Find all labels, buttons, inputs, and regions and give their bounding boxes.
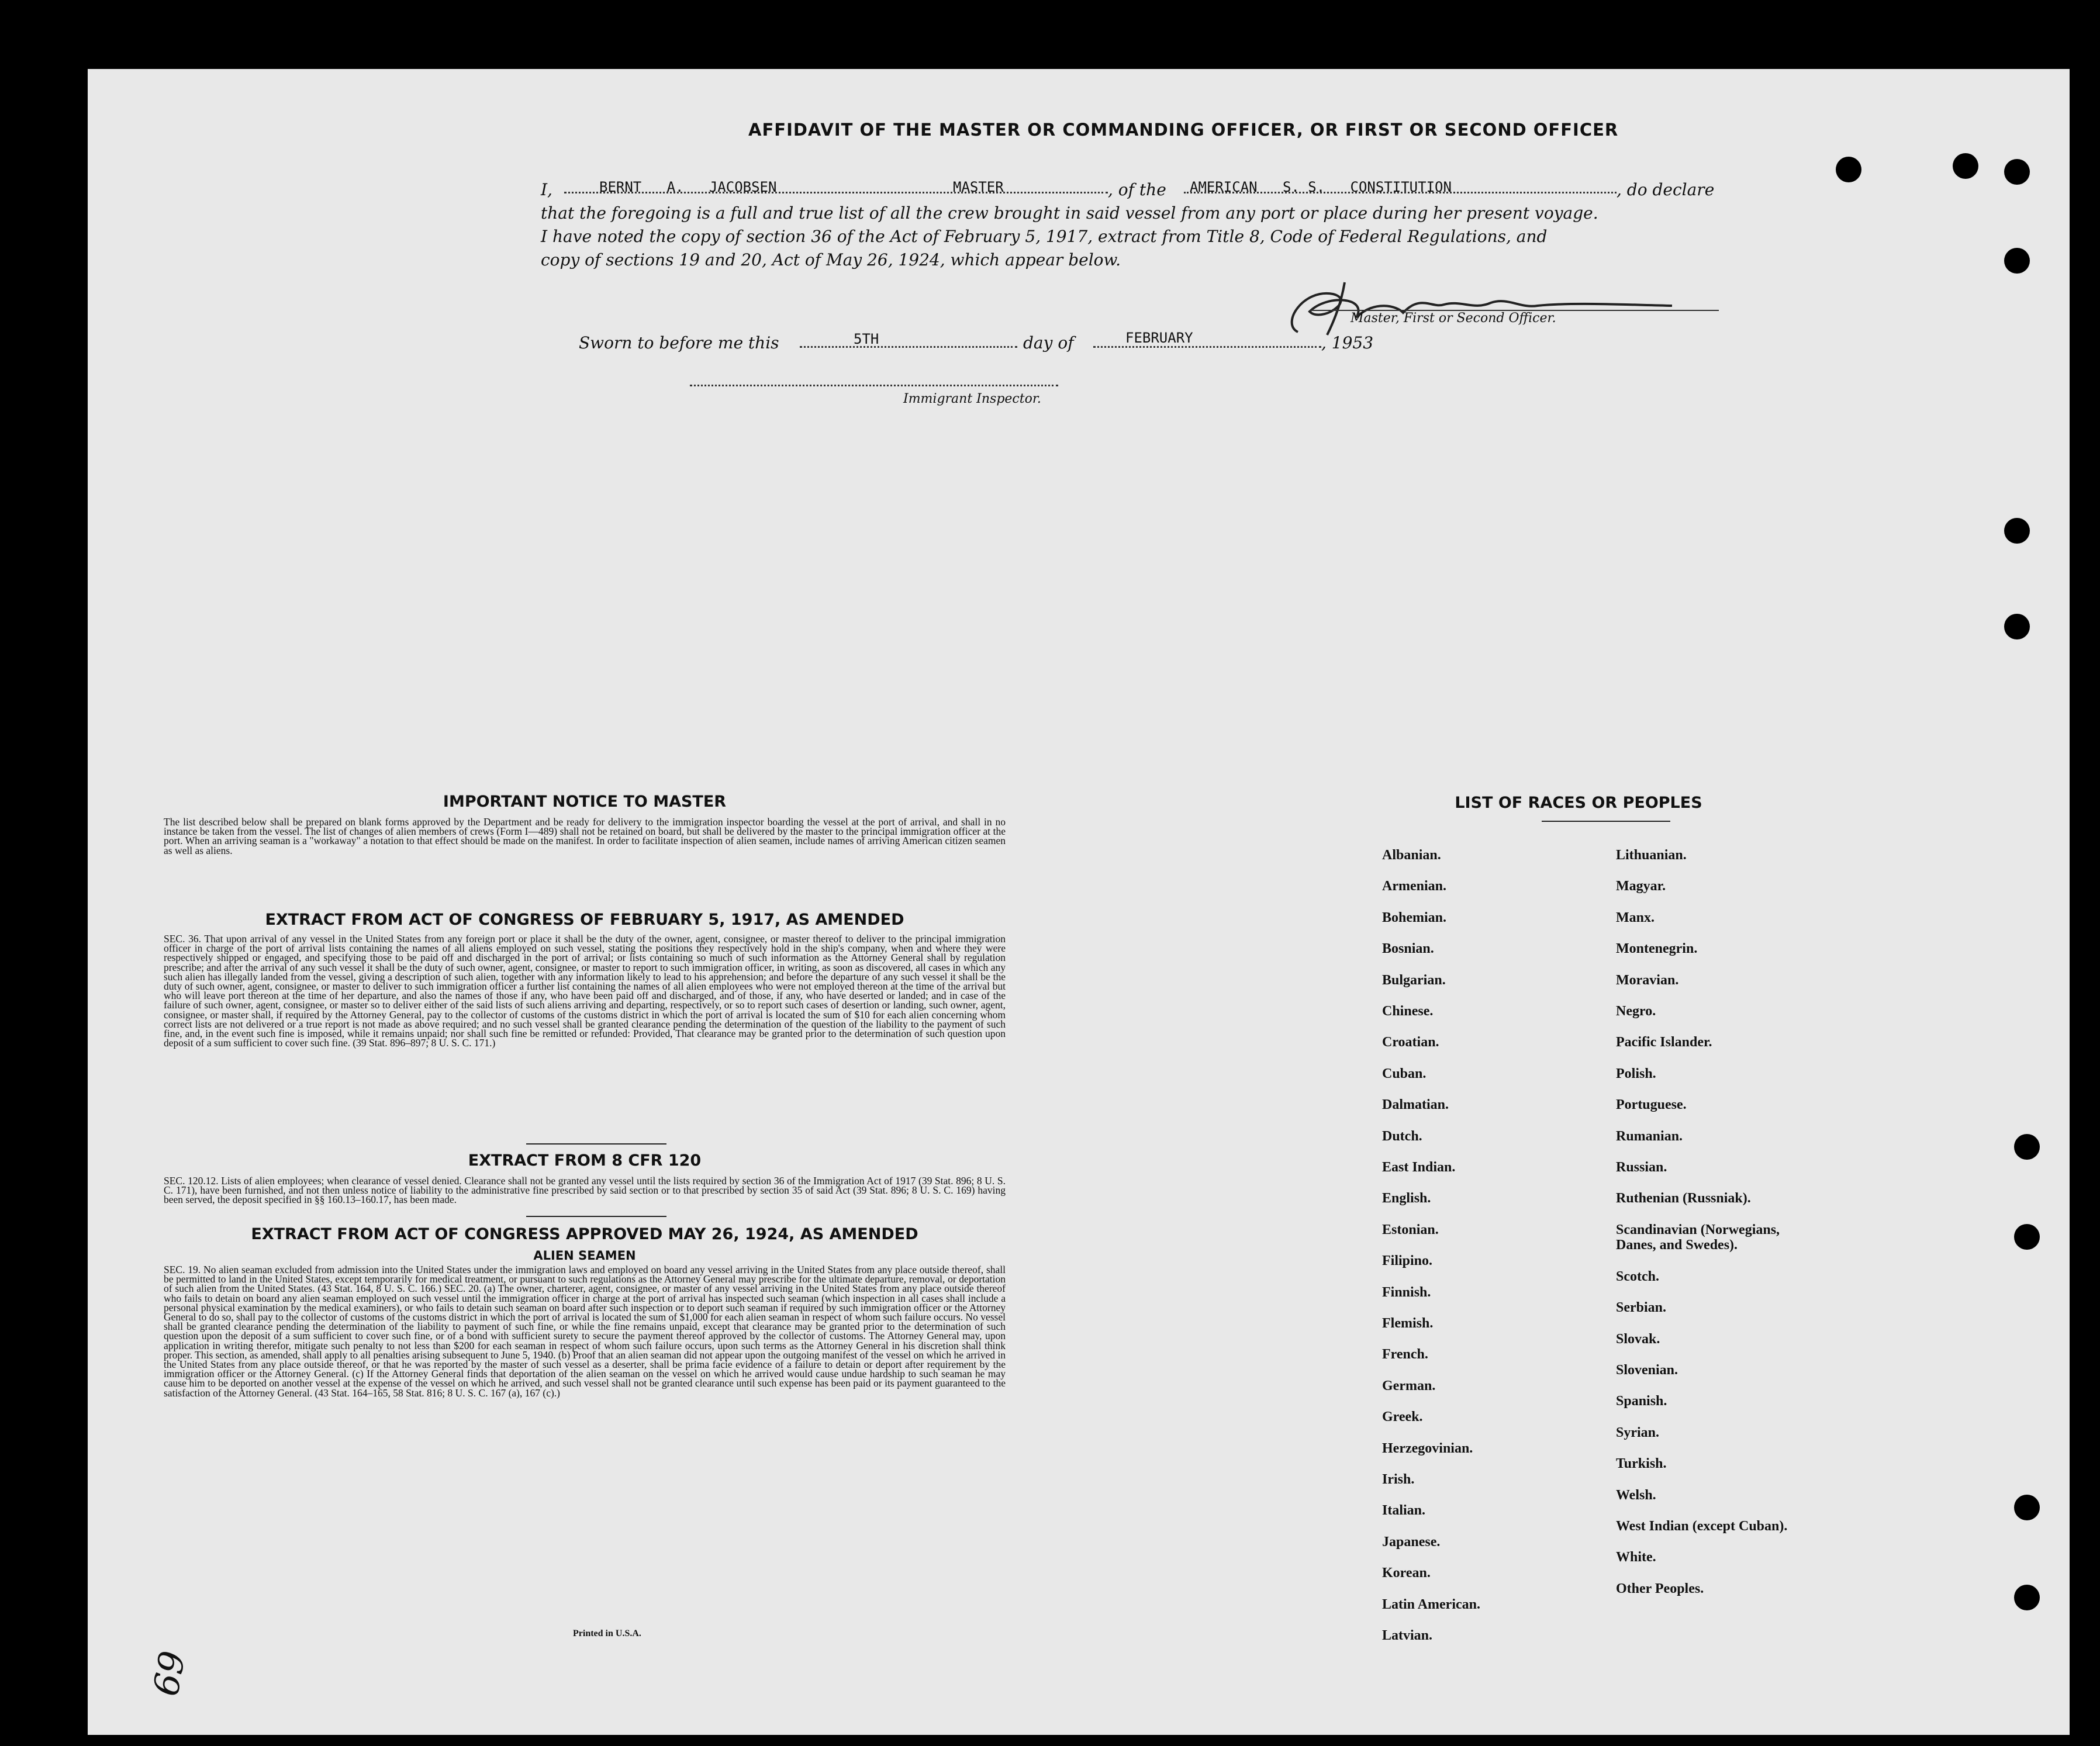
affidavit-i: I,: [541, 180, 552, 199]
race-item: Latin American.: [1382, 1596, 1480, 1612]
section-divider: [526, 1143, 666, 1145]
race-item: Bosnian.: [1382, 941, 1434, 957]
race-item: Korean.: [1382, 1565, 1431, 1581]
punch-hole: [2014, 1224, 2040, 1250]
extract-1924-text: SEC. 19. No alien seaman excluded from admission into the United States under the immigration laws and employed on board any vessel arriving in the United States from any place outside thereof, shall be permitted to land in the United States, except temporarily for medical treatment, or pursuant to such regulations as the Attorney General may prescribe for the ultimate departure, removal, or deportation of such alien from the United States. (43 Stat. 164, 8 U. S. C. 166.) SEC. 20. (a) The owner, charterer, agent, consignee, or master of any vessel arriving in the United States from any place outside thereof who fails to detain on board any alien seaman employed on such vessel until the immigration officer in charge at the port of arrival has inspected such seaman (which inspection in all cases shall include a personal physical examination by the medical examiners), or who fails to detain such seaman on board after such inspection or to deport such seaman if required by such immigration officer or the Attorney General to do so, shall pay to the collector of customs of the customs district in which the port of arrival is located the sum of $1,000 for each alien seaman in respect of whom such failure occurs. No vessel shall be granted clearance pending the determination of the liability to payment of such fine, or while the fine remains unpaid, except that clearance may be granted prior to the determination of such question upon the deposit of a sum sufficient to cover such fine, or of a bond with sufficient surety to secure the payment thereof approved by the collector of customs. The Attorney General may, upon application in writing therefor, mitigate such penalty to not less than $200 for each seaman in respect of whom such failure occurs, upon such terms as the Attorney General in his discretion shall think proper. This section, as amended, shall apply to all penalties arising subsequent to June 5, 1940. (b) Proof that an alien seaman did not appear upon the outgoing manifest of the vessel on which he arrived in the United States from any place outside thereof, or that he was reported by the master of such vessel as a deserter, shall be prima facie evidence of a failure to detain or deport after requirement by the immigration officer or the Attorney General. (c) If the Attorney General finds that deportation of the alien seaman on the vessel on which he arrived would cause undue hardship to such seaman he may cause him to be deported on another vessel at the expense of the vessel on which he arrived, and such vessel shall not be granted clearance until such expense has been paid or its payment guaranteed to the satisfaction of the Attorney General. (43 Stat. 164–165, 58 Stat. 816; 8 U. S. C. 167 (a), 167 (c).): [164, 1264, 1006, 1399]
races-title-rule: [1542, 821, 1670, 822]
extract-1924-subtitle: ALIEN SEAMEN: [533, 1249, 636, 1263]
race-item: Spanish.: [1616, 1394, 1667, 1409]
race-item: Flemish.: [1382, 1316, 1434, 1331]
master-signature: [1269, 276, 1678, 341]
notice-title: IMPORTANT NOTICE TO MASTER: [443, 793, 727, 811]
sworn-text: Sworn to before me this: [579, 333, 779, 352]
race-item: Serbian.: [1616, 1300, 1667, 1316]
race-item: Dutch.: [1382, 1128, 1422, 1144]
vessel-name: AMERICAN S. S. CONSTITUTION: [1190, 179, 1452, 195]
affidavit-of-the: , of the: [1108, 180, 1166, 199]
race-item: Lithuanian.: [1616, 848, 1687, 863]
printed-in-usa: Printed in U.S.A.: [573, 1629, 641, 1638]
sworn-year: , 1953: [1321, 333, 1374, 352]
race-item: Slovak.: [1616, 1331, 1660, 1347]
race-item: Armenian.: [1382, 879, 1446, 894]
affidavit-line-2: that the foregoing is a full and true list of all the crew brought in said vessel from any port or place during her present voyage.: [541, 203, 1598, 223]
race-item: Manx.: [1616, 910, 1655, 925]
extract-cfr-text: SEC. 120.12. Lists of alien employees; when clearance of vessel denied. Clearance shall not be granted any vessel until the lists required by section 36 of the Immigration Act of 1917 (39 Stat. 896; 8 U. S. C. 171), have been furnished, and not then unless notice of liability to the administrative fine prescribed by said section or to that prescribed by section 35 of said Act (39 Stat. 896; 8 U. S. C. 169) having been served, the deposit specified in §§ 160.13–160.17, has been made.: [164, 1175, 1006, 1206]
race-item: Filipino.: [1382, 1253, 1433, 1269]
affidavit-line-4: copy of sections 19 and 20, Act of May 26, 1924, which appear below.: [541, 250, 1121, 269]
document-page: [88, 69, 2070, 1735]
race-item: Irish.: [1382, 1472, 1415, 1487]
race-item: Magyar.: [1616, 879, 1666, 894]
race-item: Russian.: [1616, 1160, 1667, 1175]
day-blank-line: [800, 346, 1017, 348]
race-item: Estonian.: [1382, 1222, 1439, 1237]
race-item: Syrian.: [1616, 1425, 1660, 1440]
race-item: Negro.: [1616, 1004, 1656, 1019]
master-name: BERNT A. JACOBSEN: [599, 179, 777, 195]
affidavit-title: AFFIDAVIT OF THE MASTER OR COMMANDING OFFICER, OR FIRST OR SECOND OFFICER: [748, 120, 1619, 140]
race-item: Latvian.: [1382, 1628, 1433, 1643]
margin-handwritten-mark: 69: [146, 1648, 194, 1699]
extract-1924-title: EXTRACT FROM ACT OF CONGRESS APPROVED MAY 26, 1924, AS AMENDED: [251, 1225, 918, 1243]
punch-hole: [2014, 1495, 2040, 1520]
race-item: Bohemian.: [1382, 910, 1447, 925]
race-item: Portuguese.: [1616, 1097, 1687, 1113]
punch-hole: [2004, 248, 2030, 274]
race-item: German.: [1382, 1378, 1436, 1394]
race-item: Slovenian.: [1616, 1363, 1678, 1378]
month-blank-line: [1093, 346, 1321, 348]
race-item: Greek.: [1382, 1409, 1423, 1425]
race-item: Italian.: [1382, 1503, 1426, 1519]
punch-hole: [2004, 159, 2030, 185]
race-item: Polish.: [1616, 1066, 1656, 1081]
races-title: LIST OF RACES OR PEOPLES: [1455, 794, 1702, 812]
section-divider: [526, 1216, 666, 1217]
race-item: Japanese.: [1382, 1534, 1441, 1550]
notice-text: The list described below shall be prepared on blank forms approved by the Department and be ready for delivery to the immigration inspector boarding the vessel at the port of arrival, and shall in no instance be taken from the vessel. The list of changes of alien members of crews (Form I—489) shall not be retained on board, but shall be delivered by the master to the principal immigration officer at the port. When an arriving seaman is a "workaway" a notation to that effect should be made on the manifest. In order to facilitate inspection of alien seamen, include names of arriving American citizen seamen as well as aliens.: [164, 816, 1006, 856]
extract-1917-title: EXTRACT FROM ACT OF CONGRESS OF FEBRUARY 5, 1917, AS AMENDED: [265, 911, 904, 929]
punch-hole: [2014, 1585, 2040, 1610]
punch-hole: [2014, 1134, 2040, 1160]
day-of-text: day of: [1023, 333, 1074, 352]
signature-caption: Master, First or Second Officer.: [1351, 311, 1556, 326]
affidavit-line-3: I have noted the copy of section 36 of the Act of February 5, 1917, extract from Title 8, Code of Federal Regulations, and: [541, 227, 1548, 246]
race-item: Pacific Islander.: [1616, 1035, 1712, 1050]
race-item: English.: [1382, 1191, 1431, 1206]
master-rank: MASTER: [953, 179, 1004, 195]
race-item: Croatian.: [1382, 1035, 1439, 1050]
race-item: Finnish.: [1382, 1284, 1431, 1300]
race-item: Welsh.: [1616, 1487, 1656, 1503]
punch-hole: [1953, 153, 1978, 179]
race-item: West Indian (except Cuban).: [1616, 1519, 1788, 1534]
race-item: East Indian.: [1382, 1160, 1456, 1175]
race-item: Other Peoples.: [1616, 1581, 1704, 1596]
race-item: Cuban.: [1382, 1066, 1427, 1081]
race-item: Scotch.: [1616, 1268, 1659, 1284]
race-item: White.: [1616, 1550, 1656, 1565]
race-item: Turkish.: [1616, 1456, 1667, 1472]
race-item: Ruthenian (Russniak).: [1616, 1191, 1751, 1206]
inspector-signature-line: [690, 385, 1058, 386]
race-item: Scandinavian (Norwegians, Danes, and Swedes).: [1616, 1222, 1780, 1253]
sworn-month: FEBRUARY: [1125, 330, 1193, 346]
punch-hole: [2004, 518, 2030, 544]
race-item: French.: [1382, 1347, 1428, 1363]
punch-hole: [2004, 614, 2030, 639]
inspector-caption: Immigrant Inspector.: [903, 392, 1041, 406]
race-item: Herzegovinian.: [1382, 1440, 1473, 1456]
race-item: Rumanian.: [1616, 1128, 1683, 1144]
race-item: Chinese.: [1382, 1004, 1434, 1019]
race-item: Bulgarian.: [1382, 972, 1446, 988]
punch-hole: [1836, 157, 1861, 182]
race-item: Moravian.: [1616, 972, 1679, 988]
race-item: Montenegrin.: [1616, 941, 1698, 957]
sworn-day: 5TH: [854, 331, 879, 347]
extract-cfr-title: EXTRACT FROM 8 CFR 120: [468, 1152, 702, 1170]
race-item: Dalmatian.: [1382, 1097, 1449, 1113]
race-item: Albanian.: [1382, 848, 1441, 863]
extract-1917-text: SEC. 36. That upon arrival of any vessel in the United States from any foreign port or place it shall be the duty of the owner, agent, consignee, or master thereof to deliver to the principal immigration officer in charge of the port of arrival lists containing the names of all aliens employed on such vessel, stating the positions they respectively hold in the ship's company, when and where they were respectively shipped or engaged, and specifying those to be paid off and discharged in the port of arrival; or lists containing so much of such information as the Attorney General shall by regulation prescribe; and after the arrival of any such vessel it shall be the duty of such owner, agent, consignee, or master to report to such immigration officer, in writing, as soon as discovered, all cases in which any such alien has illegally landed from the vessel, giving a description of such alien, together with any information likely to lead to his apprehension; and before the departure of any such vessel it shall be the duty of such owner, agent, consignee, or master to deliver to such immigration officer a further list containing the names of all alien employees who were not employed thereon at the time of the arrival but who will leave port thereon at the time of her departure, and also the names of those if any, who have been paid off and discharged, and of those, if any, who have deserted or landed; and in case of the failure of such owner, agent, consignee, or master so to deliver either of the said lists of such aliens arriving and departing, respectively, or so to report such cases of desertion or landing, such owner, agent, consignee, or master shall, if required by the Attorney General, pay to the collector of customs of the customs district in which the port of arrival is located the sum of $10 for each alien concerning whom correct lists are not delivered or a true report is not made as above required; and no such vessel shall be granted clearance pending the determination of the question of the liability to the payment of such fine, and, in the event such fine is imposed, while it remains unpaid; nor shall such fine be remitted or refunded: Provided, That clearance may be granted prior to the determination of such question upon deposit of a sum sufficient to cover such fine. (39 Stat. 896–897; 8 U. S. C. 171.): [164, 933, 1006, 1049]
affidavit-declare: , do declare: [1617, 180, 1715, 199]
